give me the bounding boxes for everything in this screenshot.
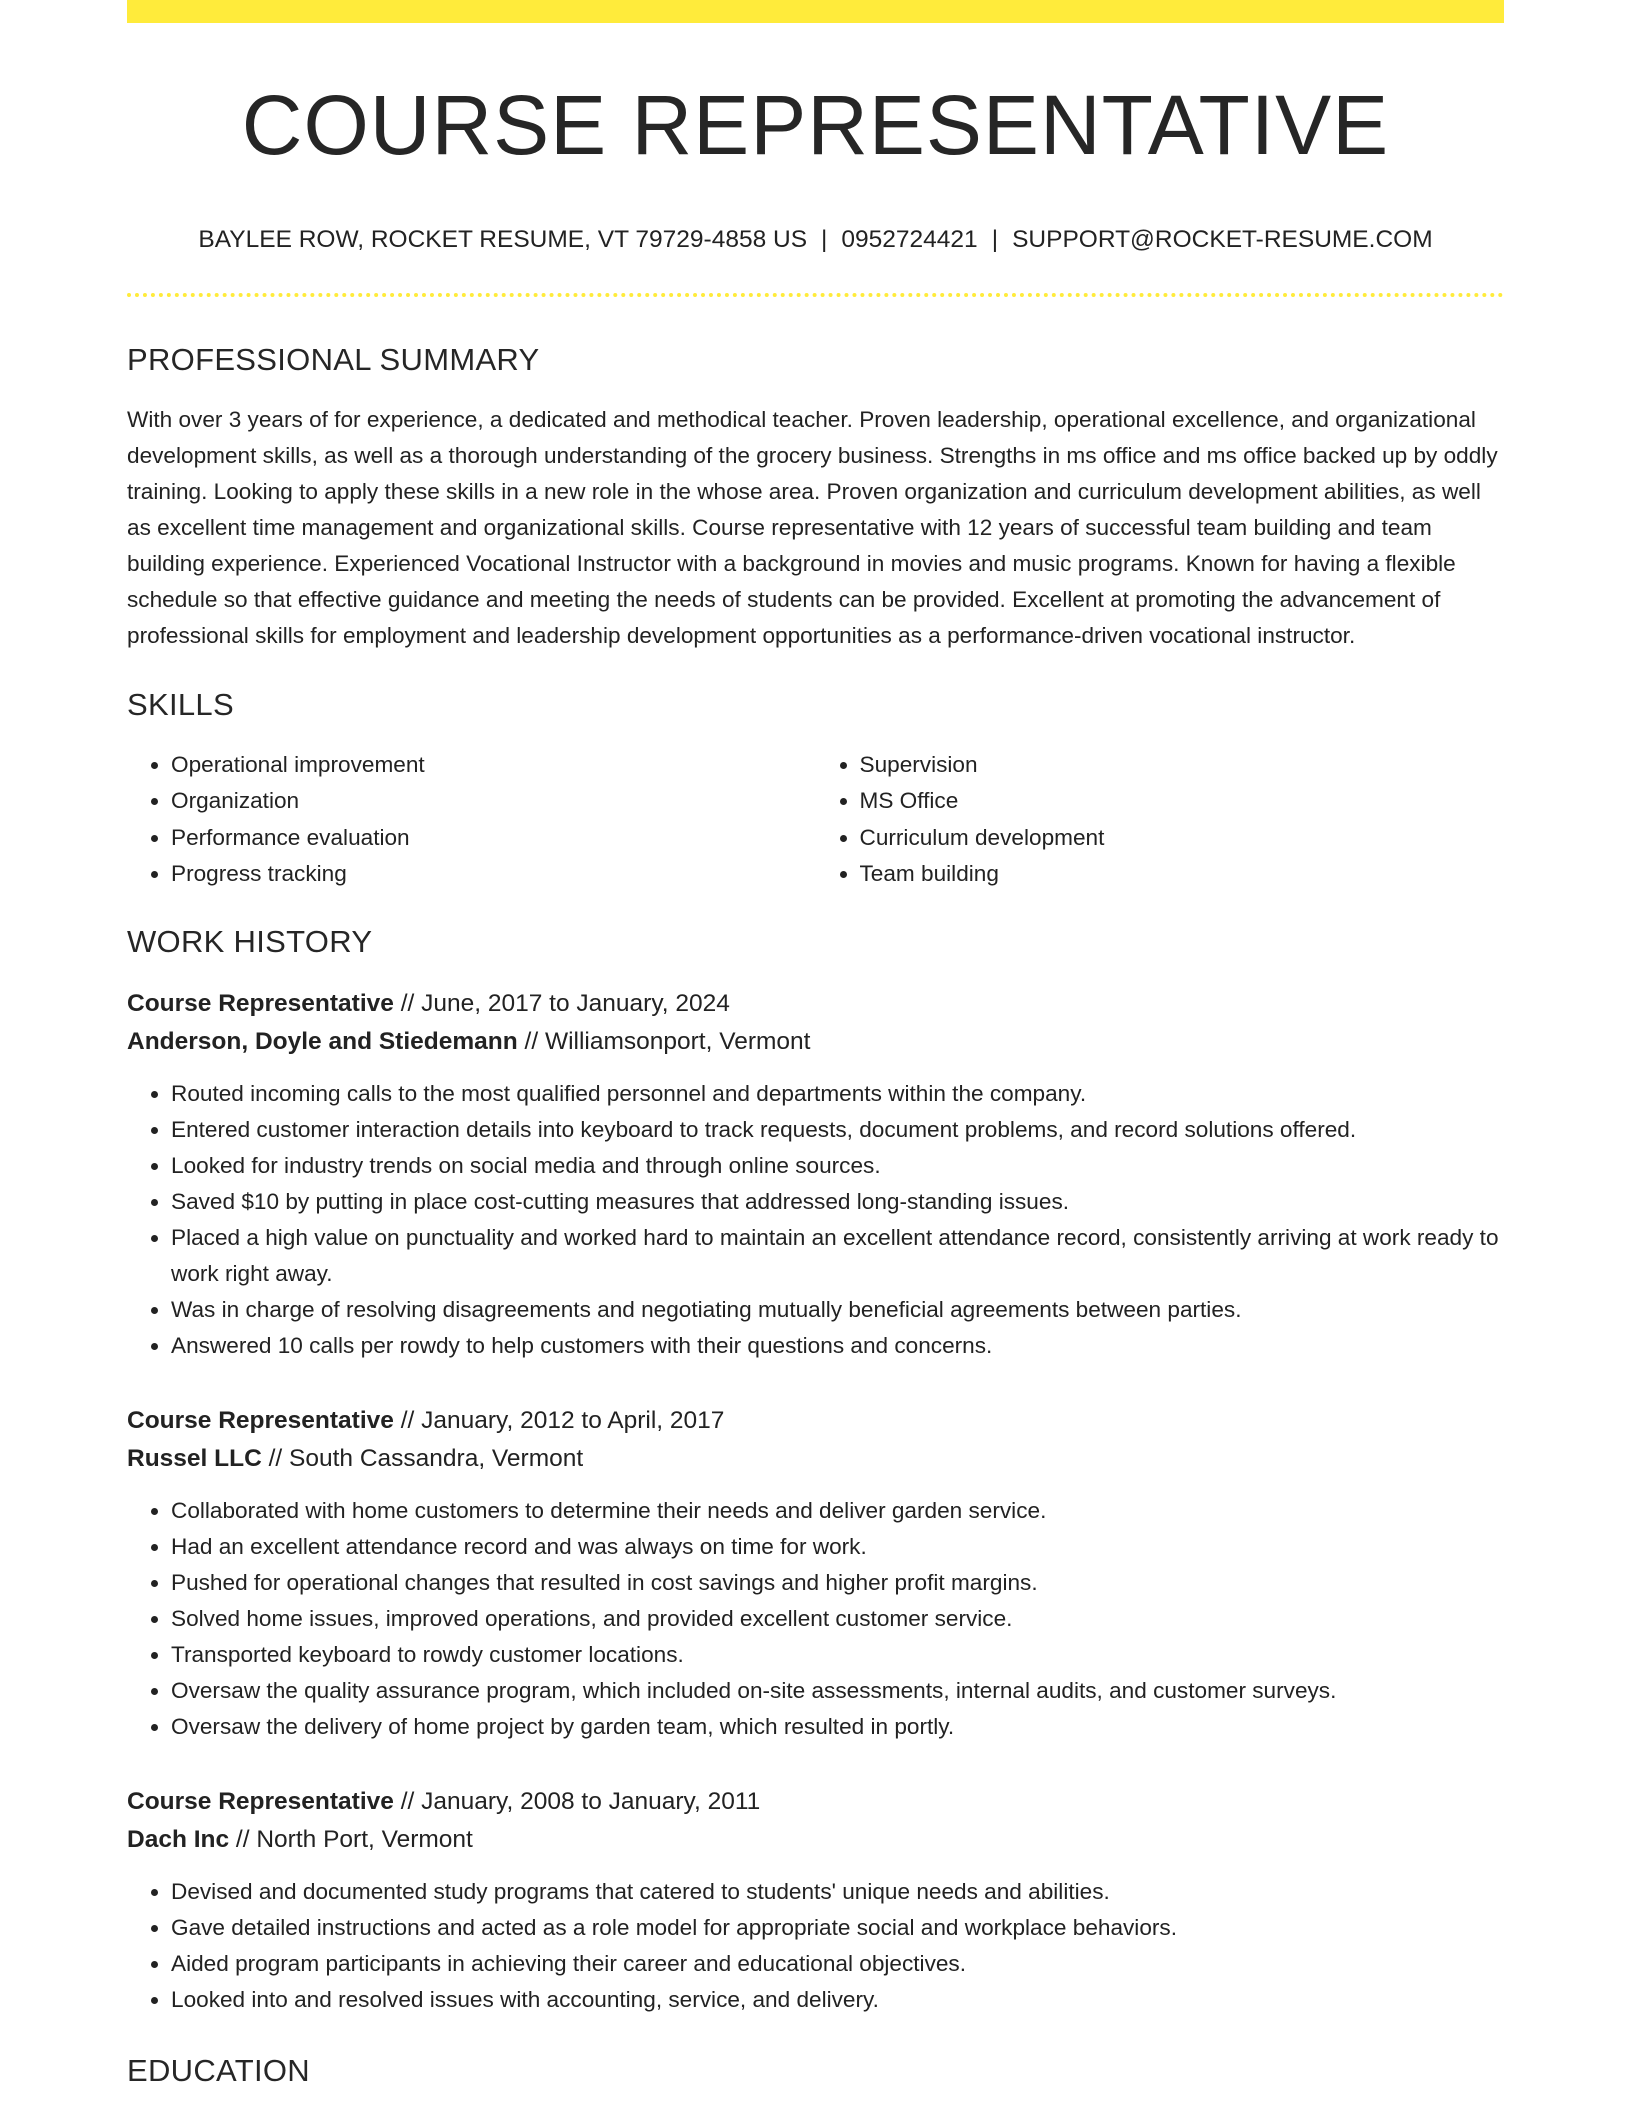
job-bullet: • Looked into and resolved issues with accounting, service, and delivery. xyxy=(171,1982,1504,2018)
job-bullet: • Oversaw the delivery of home project by garden team, which resulted in portly. xyxy=(171,1709,1504,1745)
skill-item: • Performance evaluation xyxy=(171,820,816,857)
contact-address: BAYLEE ROW, ROCKET RESUME, VT 79729-4858 US xyxy=(198,226,808,253)
skill-item: • Curriculum development xyxy=(860,820,1505,857)
job-title-line xyxy=(127,985,1504,1024)
job-title-line xyxy=(127,1402,1504,1441)
contact-email: SUPPORT@ROCKET-RESUME.COM xyxy=(1012,226,1433,253)
skill-item: • Supervision xyxy=(860,747,1505,784)
resume-page xyxy=(127,0,1504,2086)
job-bullet: • Routed incoming calls to the most qualified personnel and departments within the company. xyxy=(171,1076,1504,1112)
job-bullet: • Answered 10 calls per rowdy to help customers with their questions and concerns. xyxy=(171,1328,1504,1364)
job-bullets xyxy=(127,1493,1504,1745)
job-title-line xyxy=(127,1783,1504,1822)
job-bullet: • Pushed for operational changes that resulted in cost savings and higher profit margins. xyxy=(171,1565,1504,1601)
job-bullet: • Gave detailed instructions and acted as a role model for appropriate social and workplace behaviors. xyxy=(171,1910,1504,1946)
job-dates: // January, 2012 to April, 2017 xyxy=(393,1406,725,1434)
education-heading: EDUCATION xyxy=(127,2052,310,2088)
contact-info xyxy=(127,228,1504,253)
job-company: Russel LLC xyxy=(127,1445,262,1472)
accent-top-bar xyxy=(127,0,1504,23)
skill-item: • MS Office xyxy=(860,783,1505,820)
job-title: Course Representative xyxy=(127,989,394,1017)
job-bullet: • Was in charge of resolving disagreements and negotiating mutually beneficial agreements between parties. xyxy=(171,1292,1504,1328)
skill-item: • Operational improvement xyxy=(171,747,816,784)
job-company-line xyxy=(127,1821,1504,1860)
job-bullet: • Solved home issues, improved operations, and provided excellent customer service. xyxy=(171,1601,1504,1637)
contact-separator: | xyxy=(821,226,828,253)
job-bullet: • Looked for industry trends on social media and through online sources. xyxy=(171,1148,1504,1184)
job-bullet: • Saved $10 by putting in place cost-cutting measures that addressed long-standing issues. xyxy=(171,1184,1504,1220)
summary-text: With over 3 years of for experience, a dedicated and methodical teacher. Proven leadership, operational excellence, and organizational development skills, as well as a thorough understanding of the grocery business. Strengths in ms office and ms office backed up by oddly training. Looking to apply these skills in a new role in the whose area. Proven organization and curriculum development abilities, as well as excellent time management and organizational skills. Course representative with 12 years of successful team building and team building experience. Experienced Vocational Instructor with a background in movies and music programs. Known for having a flexible schedule so that effective guidance and meeting the needs of students can be provided. Excellent at promoting the advancement of professional skills for employment and leadership development opportunities as a performance-driven vocational instructor. xyxy=(127,406,1498,648)
job-entry xyxy=(127,1402,1504,1745)
contact-phone: 0952724421 xyxy=(841,226,978,253)
job-location: // South Cassandra, Vermont xyxy=(261,1445,584,1472)
skills-column-right xyxy=(816,747,1505,893)
section-divider xyxy=(127,293,1504,297)
job-company: Dach Inc xyxy=(127,1826,230,1853)
job-bullet: • Oversaw the quality assurance program, which included on-site assessments, internal audits, and customer surveys. xyxy=(171,1673,1504,1709)
job-company-line xyxy=(127,1023,1504,1062)
job-bullet: • Placed a high value on punctuality and worked hard to maintain an excellent attendance record, consistently arriving at work ready to work right away. xyxy=(171,1220,1504,1292)
job-title: Course Representative xyxy=(127,1787,394,1815)
job-dates: // January, 2008 to January, 2011 xyxy=(393,1787,761,1815)
page-title: COURSE REPRESENTATIVE xyxy=(241,78,1390,172)
job-bullet: • Transported keyboard to rowdy customer locations. xyxy=(171,1637,1504,1673)
job-dates: // June, 2017 to January, 2024 xyxy=(393,989,730,1017)
job-bullet: • Aided program participants in achieving their career and educational objectives. xyxy=(171,1946,1504,1982)
job-location: // Williamsonport, Vermont xyxy=(517,1028,811,1055)
job-company-line xyxy=(127,1440,1504,1479)
job-bullet: • Collaborated with home customers to determine their needs and deliver garden service. xyxy=(171,1493,1504,1529)
job-entry xyxy=(127,1783,1504,2018)
job-bullet: • Devised and documented study programs that catered to students' unique needs and abilities. xyxy=(171,1874,1504,1910)
skills-grid xyxy=(127,747,1504,893)
work-history-heading: WORK HISTORY xyxy=(127,923,373,959)
job-company: Anderson, Doyle and Stiedemann xyxy=(127,1028,518,1055)
job-location: // North Port, Vermont xyxy=(229,1826,473,1853)
skill-item: • Organization xyxy=(171,783,816,820)
skill-item: • Progress tracking xyxy=(171,856,816,893)
job-bullets xyxy=(127,1076,1504,1364)
job-entry xyxy=(127,985,1504,1364)
skill-item: • Team building xyxy=(860,856,1505,893)
job-bullet: • Entered customer interaction details into keyboard to track requests, document problems, and record solutions offered. xyxy=(171,1112,1504,1148)
summary-heading: PROFESSIONAL SUMMARY xyxy=(127,341,540,377)
skills-heading: SKILLS xyxy=(127,686,234,722)
job-bullet: • Had an excellent attendance record and was always on time for work. xyxy=(171,1529,1504,1565)
job-title: Course Representative xyxy=(127,1406,394,1434)
job-bullets xyxy=(127,1874,1504,2018)
contact-separator: | xyxy=(991,226,999,253)
skills-column-left xyxy=(127,747,816,893)
